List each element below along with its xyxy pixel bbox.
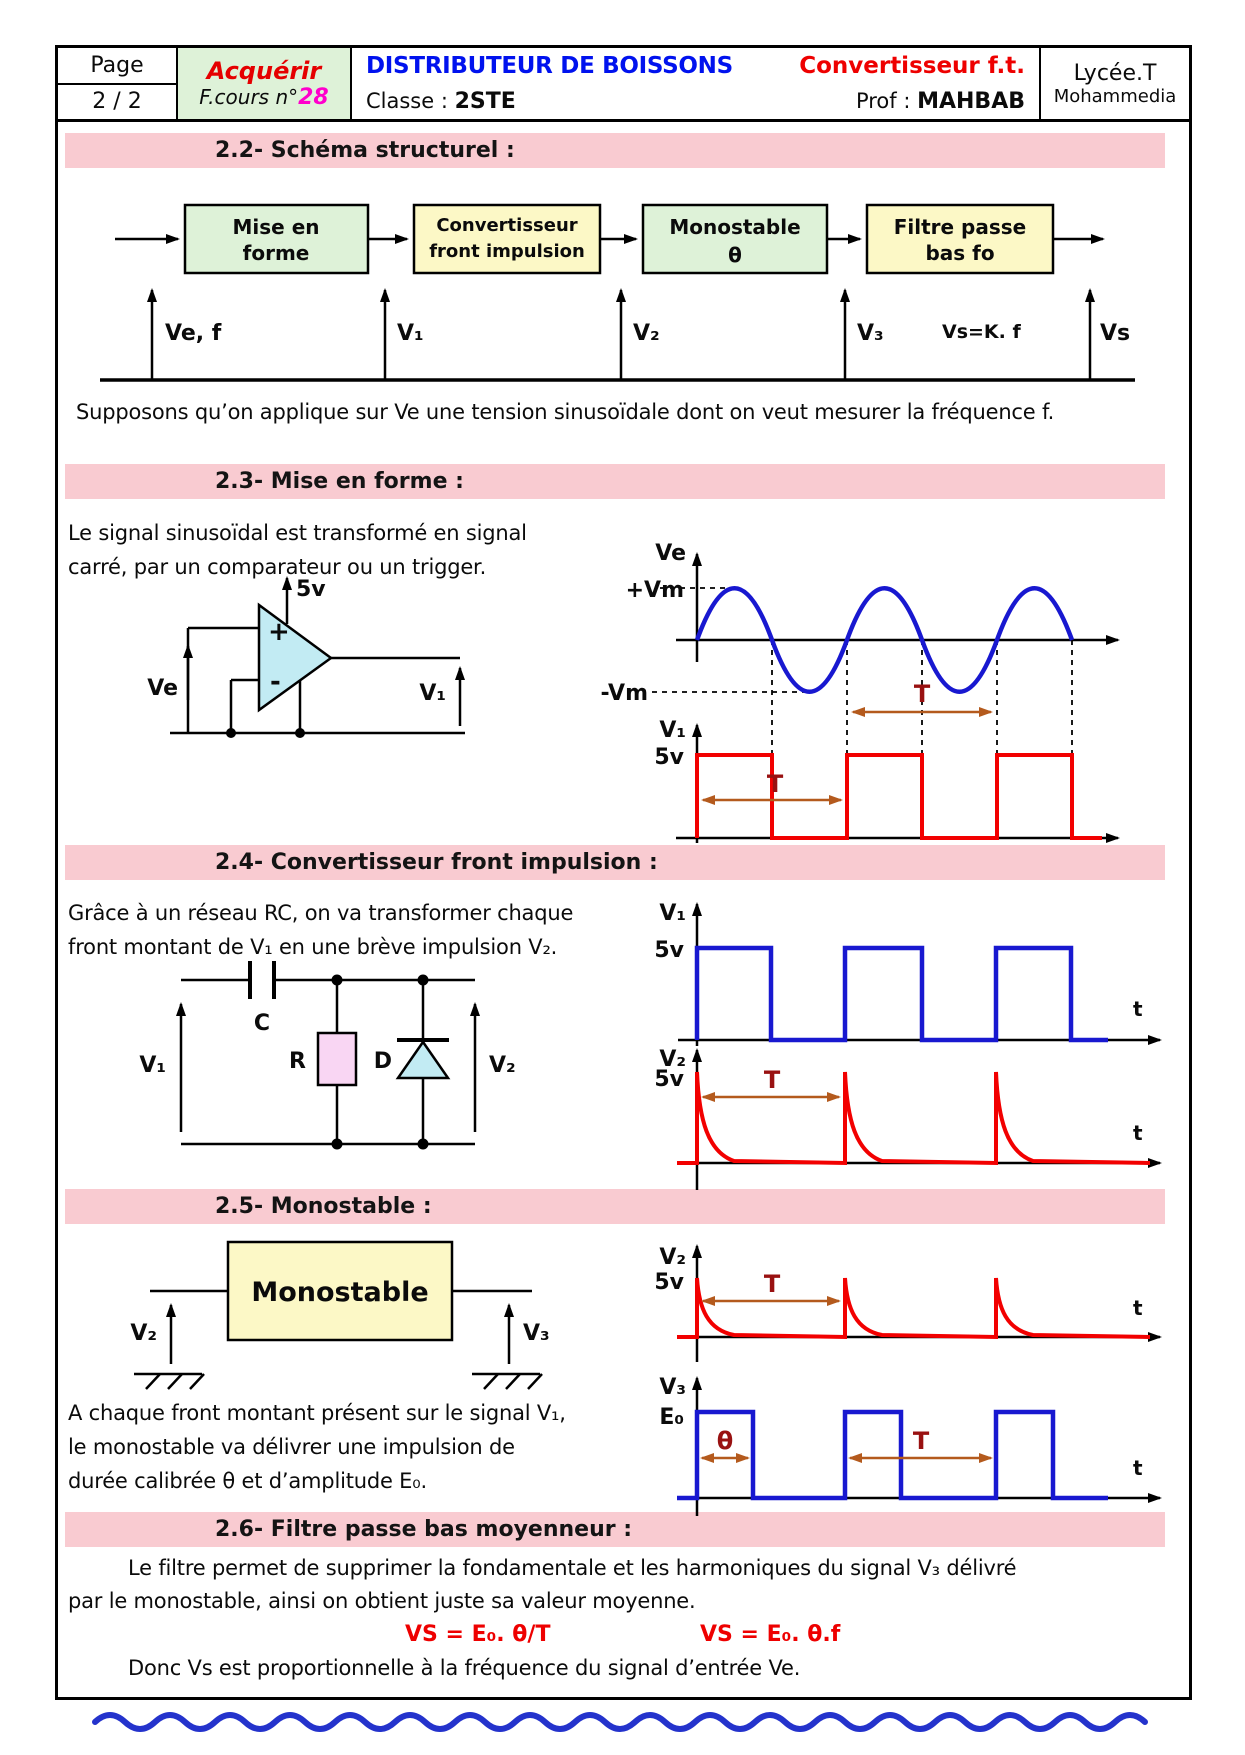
axis-label-v2: V₂: [659, 1047, 686, 1072]
v2-label: V₂: [489, 1053, 516, 1078]
school-name: Lycée.T: [1073, 60, 1157, 86]
block3-label-line1: Monostable: [669, 215, 801, 239]
block3-label-theta: θ: [728, 243, 742, 267]
period-T-label: T: [763, 1270, 781, 1298]
v1-label: V₁: [419, 681, 446, 706]
block1-label-line1: Mise en: [232, 215, 320, 239]
axis-label-t: t: [1133, 1121, 1143, 1145]
label-5v: 5v: [654, 1270, 684, 1295]
junction-dot: [418, 975, 429, 986]
diode-triangle: [398, 1042, 448, 1078]
chart-v1-square-24: [654, 901, 1160, 1046]
s26-line3: Donc Vs est proportionnelle à la fréquence du signal d’entrée Ve.: [128, 1656, 801, 1680]
v1-label: V₁: [139, 1053, 166, 1078]
block2-label-line2: front impulsion: [429, 241, 585, 262]
axis-label-t: t: [1133, 1296, 1143, 1320]
s25-line3: durée calibrée θ et d’amplitude E₀.: [68, 1469, 427, 1493]
block2-label-line1: Convertisseur: [436, 215, 578, 236]
class-value: 2STE: [454, 89, 516, 114]
formula-vs-theta-f: VS = E₀. θ.f: [700, 1622, 841, 1647]
supply-5v-label: 5v: [296, 577, 326, 602]
signal-label-v2: V₂: [633, 321, 660, 346]
junction-dot: [418, 1139, 429, 1150]
label-plus-vm: +Vm: [625, 578, 684, 603]
s24-line2: front montant de V₁ en une brève impulsion V₂.: [68, 935, 558, 959]
s26-line2: par le monostable, ainsi on obtient juste sa valeur moyenne.: [68, 1589, 696, 1613]
formula-vs-theta-over-T: VS = E₀. θ/T: [405, 1622, 551, 1647]
pulse-wave: [677, 1412, 1108, 1498]
relation-vs-kf: Vs=K. f: [942, 321, 1021, 343]
chart-v3-pulses: [659, 1375, 1160, 1516]
label-5v: 5v: [654, 938, 684, 963]
axis-label-t: t: [1133, 997, 1143, 1021]
axis-label-v2: V₂: [659, 1245, 686, 1270]
label-5v: 5v: [654, 745, 684, 770]
section-band-2-5: 2.5- Monostable :: [65, 1189, 1165, 1224]
course-number: 28: [298, 85, 329, 110]
s23-line2: carré, par un comparateur ou un trigger.: [68, 555, 487, 579]
chart-v2-impulses-24: [654, 1047, 1160, 1190]
prof-label: Prof :: [855, 89, 918, 113]
v2-label: V₂: [130, 1321, 157, 1346]
theta-label: θ: [716, 1427, 734, 1455]
document-title: DISTRIBUTEUR DE BOISSONS: [366, 53, 733, 79]
junction-dot: [332, 975, 343, 986]
label-e0: E₀: [659, 1405, 684, 1430]
monostable-box-label: Monostable: [251, 1277, 429, 1308]
signal-label-v3: V₃: [857, 321, 884, 346]
block-diagram: [100, 205, 1135, 380]
chart-v2-impulses-25: [654, 1245, 1160, 1362]
intro-sentence: Supposons qu’on applique sur Ve une tension sinusoïdale dont on veut mesurer la fréquence f.: [76, 400, 1055, 424]
block4-label-line2: bas fo: [925, 241, 995, 265]
plus-input-sign: +: [268, 617, 290, 647]
square-wave: [697, 948, 1108, 1040]
period-T-label: T: [763, 1066, 781, 1094]
period-T-label: T: [766, 770, 784, 798]
v3-label: V₃: [523, 1321, 550, 1346]
section-band-2-6: 2.6- Filtre passe bas moyenneur :: [65, 1512, 1165, 1547]
junction-dot: [295, 728, 305, 738]
school-city: Mohammedia: [1053, 85, 1177, 107]
period-T-label: T: [913, 680, 931, 708]
block1-label-line2: forme: [242, 241, 310, 265]
label-minus-vm: -Vm: [600, 681, 648, 706]
ground-symbol: [472, 1374, 542, 1389]
course-prefix: F.cours n°: [199, 85, 299, 109]
signal-label-v1: V₁: [397, 321, 424, 346]
ground-symbol: [134, 1374, 204, 1389]
impulse-wave: [677, 1278, 1150, 1337]
section-band-2-2: 2.2- Schéma structurel :: [65, 133, 1165, 168]
prof-value: MAHBAB: [917, 89, 1025, 114]
section-band-2-4: 2.4- Convertisseur front impulsion :: [65, 845, 1165, 880]
axis-label-ve: Ve: [655, 541, 686, 566]
resistor-body: [318, 1033, 356, 1085]
chart-v1-square: [654, 718, 1118, 843]
junction-dot: [332, 1139, 343, 1150]
diode-label: D: [373, 1049, 392, 1074]
monostable-diagram: [130, 1242, 549, 1389]
axis-label-v1: V₁: [659, 718, 686, 743]
skill-label: Acquérir: [206, 57, 322, 85]
page-number: 2 / 2: [92, 89, 142, 115]
resistor-label: R: [289, 1049, 306, 1074]
junction-dot: [226, 728, 236, 738]
converter-subtitle: Convertisseur f.t.: [799, 53, 1025, 79]
capacitor-label: C: [253, 1011, 271, 1036]
comparator-circuit: [147, 577, 465, 738]
class-label: Classe :: [366, 89, 455, 113]
axis-label-v1: V₁: [659, 901, 686, 926]
ve-label: Ve: [147, 676, 178, 701]
s25-line1: A chaque front montant présent sur le signal V₁,: [68, 1401, 566, 1425]
label-5v: 5v: [654, 1067, 684, 1092]
block4-label-line1: Filtre passe: [893, 215, 1027, 239]
s24-line1: Grâce à un réseau RC, on va transformer chaque: [68, 901, 574, 925]
s23-line1: Le signal sinusoïdal est transformé en signal: [68, 521, 527, 545]
s25-line2: le monostable va délivrer une impulsion de: [68, 1435, 515, 1459]
page-label: Page: [58, 48, 176, 85]
square-wave: [697, 755, 1102, 838]
period-T-label: T: [912, 1427, 930, 1455]
impulse-wave: [677, 1072, 1150, 1163]
signal-label-ve-f: Ve, f: [165, 321, 222, 346]
axis-label-v3: V₃: [659, 1375, 686, 1400]
minus-input-sign: -: [270, 667, 281, 697]
section-band-2-3: 2.3- Mise en forme :: [65, 464, 1165, 499]
footer-wave-decoration: [95, 1715, 1145, 1729]
s26-line1: Le filtre permet de supprimer la fondamentale et les harmoniques du signal V₃ délivré: [128, 1556, 1017, 1580]
signal-label-vs: Vs: [1100, 321, 1131, 346]
axis-label-t: t: [1133, 1456, 1143, 1480]
rc-circuit: [139, 961, 515, 1150]
